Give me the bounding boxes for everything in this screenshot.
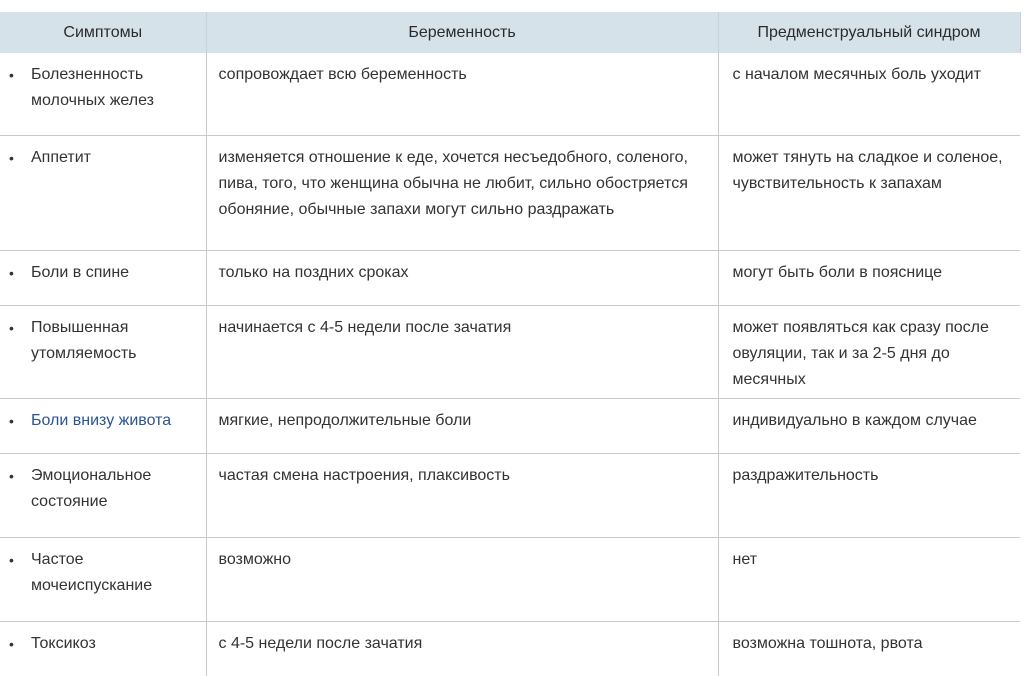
symptom-label: Токсикоз — [31, 635, 96, 652]
symptom-link[interactable]: Боли внизу живота — [31, 412, 172, 429]
pms-cell: нет — [718, 538, 1020, 622]
bullet-icon: • — [9, 265, 14, 281]
table-row — [0, 622, 1020, 676]
symptom-cell — [0, 251, 206, 306]
symptom-cell — [0, 399, 206, 454]
symptom-cell — [0, 622, 206, 676]
pms-cell: может появляться как сразу после овуляции, так и за 2-5 дня до месячных — [718, 306, 1020, 399]
table-row — [0, 251, 1020, 306]
pregnancy-cell: с 4-5 недели после зачатия — [206, 622, 718, 676]
table-row — [0, 399, 1020, 454]
bullet-icon: • — [9, 413, 14, 429]
pregnancy-cell: возможно — [206, 538, 718, 622]
symptom-label: Боли в спине — [31, 264, 130, 281]
symptom-cell — [0, 53, 206, 136]
bullet-icon: • — [9, 552, 14, 568]
header-pms: Предменструальный синдром — [718, 12, 1020, 53]
bullet-icon: • — [9, 150, 14, 166]
symptom-label: Болезненность молочных желез — [31, 66, 155, 109]
table-body — [0, 53, 1020, 676]
pregnancy-cell: изменяется отношение к еде, хочется несъедобного, соленого, пива, того, что женщина обычна не любит, сильно обостряется обоняние, обычные запахи могут сильно раздражать — [206, 136, 718, 251]
header-symptoms: Симптомы — [0, 12, 206, 53]
bullet-icon: • — [9, 636, 14, 652]
symptom-label: Частое мочеиспускание — [31, 551, 153, 594]
pms-cell: индивидуально в каждом случае — [718, 399, 1020, 454]
bullet-icon: • — [9, 468, 14, 484]
header-pregnancy: Беременность — [206, 12, 718, 53]
symptom-cell — [0, 454, 206, 538]
table-row — [0, 538, 1020, 622]
symptom-label: Повышенная утомляемость — [31, 319, 137, 362]
pregnancy-cell: только на поздних сроках — [206, 251, 718, 306]
pregnancy-cell: начинается с 4-5 недели после зачатия — [206, 306, 718, 399]
symptom-label: Аппетит — [31, 149, 91, 166]
symptom-label: Эмоциональное состояние — [31, 467, 152, 510]
pms-cell: возможна тошнота, рвота — [718, 622, 1020, 676]
table-header — [0, 12, 1020, 53]
pms-cell: раздражительность — [718, 454, 1020, 538]
symptom-cell — [0, 538, 206, 622]
comparison-table — [0, 12, 1021, 676]
symptom-cell — [0, 136, 206, 251]
pms-cell: могут быть боли в пояснице — [718, 251, 1020, 306]
header-row — [0, 12, 1020, 53]
table-row — [0, 454, 1020, 538]
symptom-cell — [0, 306, 206, 399]
bullet-icon: • — [9, 67, 14, 83]
pms-cell: с началом месячных боль уходит — [718, 53, 1020, 136]
pregnancy-cell: частая смена настроения, плаксивость — [206, 454, 718, 538]
pregnancy-cell: мягкие, непродолжительные боли — [206, 399, 718, 454]
table-row — [0, 136, 1020, 251]
table-row — [0, 53, 1020, 136]
pms-cell: может тянуть на сладкое и соленое, чувствительность к запахам — [718, 136, 1020, 251]
pregnancy-cell: сопровождает всю беременность — [206, 53, 718, 136]
bullet-icon: • — [9, 320, 14, 336]
table-row — [0, 306, 1020, 399]
